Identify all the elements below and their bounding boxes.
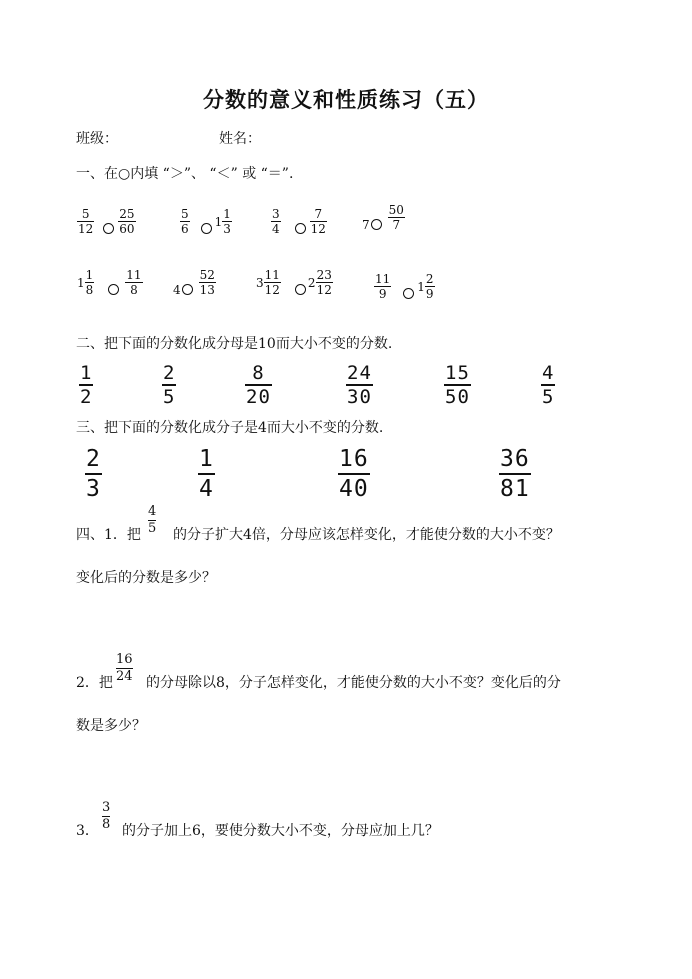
q1-line2: 变化后的分数是多少？ — [76, 570, 216, 586]
fraction: $\frac{25}{60}$ — [119, 207, 135, 236]
compare-r2-p2: 4 $\frac{52}{13}$ — [173, 268, 215, 297]
name-label: 姓名： — [219, 131, 261, 147]
compare-circle[interactable] — [403, 288, 414, 299]
compare-circle[interactable] — [182, 284, 193, 295]
page-title: 分数的意义和性质练习（五） — [203, 87, 489, 112]
fraction: $\frac{7}{12}$ — [310, 207, 326, 236]
compare-circle[interactable] — [295, 284, 306, 295]
section2-instruction: 二、把下面的分数化成分母是10而大小不变的分数. — [76, 336, 393, 352]
fraction: $\frac{1}{3}$ — [223, 207, 231, 236]
s3-fraction-4: $\frac{36}{81}$ — [500, 446, 530, 502]
section1-instruction: 一、在○内填 “＞”、 “＜” 或 “＝”. — [76, 166, 294, 182]
class-label: 班级： — [76, 131, 118, 147]
q2-prefix: 2．把 — [76, 675, 113, 691]
q3-prefix: 3． — [76, 823, 99, 839]
compare-circle[interactable] — [371, 219, 382, 230]
fraction: $\frac{5}{12}$ — [78, 207, 94, 236]
fraction: $\frac{11}{9}$ — [375, 272, 391, 301]
q1-fraction: $\frac{4}{5}$ — [148, 504, 157, 536]
fraction: $\frac{52}{13}$ — [199, 268, 215, 297]
fraction: $\frac{23}{12}$ — [316, 268, 332, 297]
q3-fraction: $\frac{3}{8}$ — [102, 800, 111, 832]
fraction: $\frac{2}{9}$ — [425, 272, 434, 301]
compare-r1-p1 — [77, 203, 136, 236]
s3-fraction-3: $\frac{16}{40}$ — [339, 446, 369, 502]
q1-text: 的分子扩大4倍，分母应该怎样变化，才能使分数的大小不变？ — [173, 527, 560, 543]
fraction: $\frac{1}{8}$ — [85, 268, 94, 297]
fraction: $\frac{5}{6}$ — [181, 207, 189, 236]
section3-instruction: 三、把下面的分数化成分子是4而大小不变的分数. — [76, 420, 384, 436]
s2-fraction-3: $\frac{8}{20}$ — [246, 362, 271, 408]
compare-circle[interactable] — [295, 223, 306, 234]
compare-r1-p3 — [271, 203, 327, 236]
compare-r1-p2: $\frac{5}{6}$ 1 $\frac{1}{3}$ — [181, 207, 231, 236]
q2-fraction: $\frac{16}{24}$ — [116, 652, 133, 684]
q3-text: 的分子加上6，要使分数大小不变，分母应加上几？ — [122, 823, 439, 839]
s3-fraction-2: $\frac{1}{4}$ — [199, 446, 214, 502]
fraction: $\frac{11}{12}$ — [264, 268, 280, 297]
q1-prefix: 四、1．把 — [76, 527, 141, 543]
s3-fraction-1: $\frac{2}{3}$ — [86, 446, 101, 502]
s2-fraction-4: $\frac{24}{30}$ — [347, 362, 372, 408]
compare-circle[interactable] — [103, 223, 114, 234]
s2-fraction-2: $\frac{2}{5}$ — [163, 362, 176, 408]
s2-fraction-5: $\frac{15}{50}$ — [445, 362, 470, 408]
s2-fraction-6: $\frac{4}{5}$ — [542, 362, 555, 408]
compare-circle[interactable] — [201, 223, 212, 234]
compare-r1-p4: 7 $\frac{50}{7}$ — [362, 203, 404, 232]
fraction: $\frac{11}{8}$ — [126, 268, 142, 297]
compare-r2-p3: 3 $\frac{11}{12}$ 2 $\frac{23}{12}$ — [256, 268, 332, 297]
s2-fraction-1: $\frac{1}{2}$ — [80, 362, 93, 408]
compare-r2-p4: $\frac{11}{9}$ 1 $\frac{2}{9}$ — [375, 272, 434, 301]
q2-line2: 数是多少？ — [76, 718, 146, 734]
compare-r2-p1: 1 $\frac{1}{8}$ $\frac{11}{8}$ — [77, 268, 142, 297]
compare-circle[interactable] — [108, 284, 119, 295]
q2-text: 的分母除以8，分子怎样变化，才能使分数的大小不变？变化后的分 — [146, 675, 561, 691]
fraction: $\frac{3}{4}$ — [272, 207, 280, 236]
fraction: $\frac{50}{7}$ — [388, 203, 404, 232]
